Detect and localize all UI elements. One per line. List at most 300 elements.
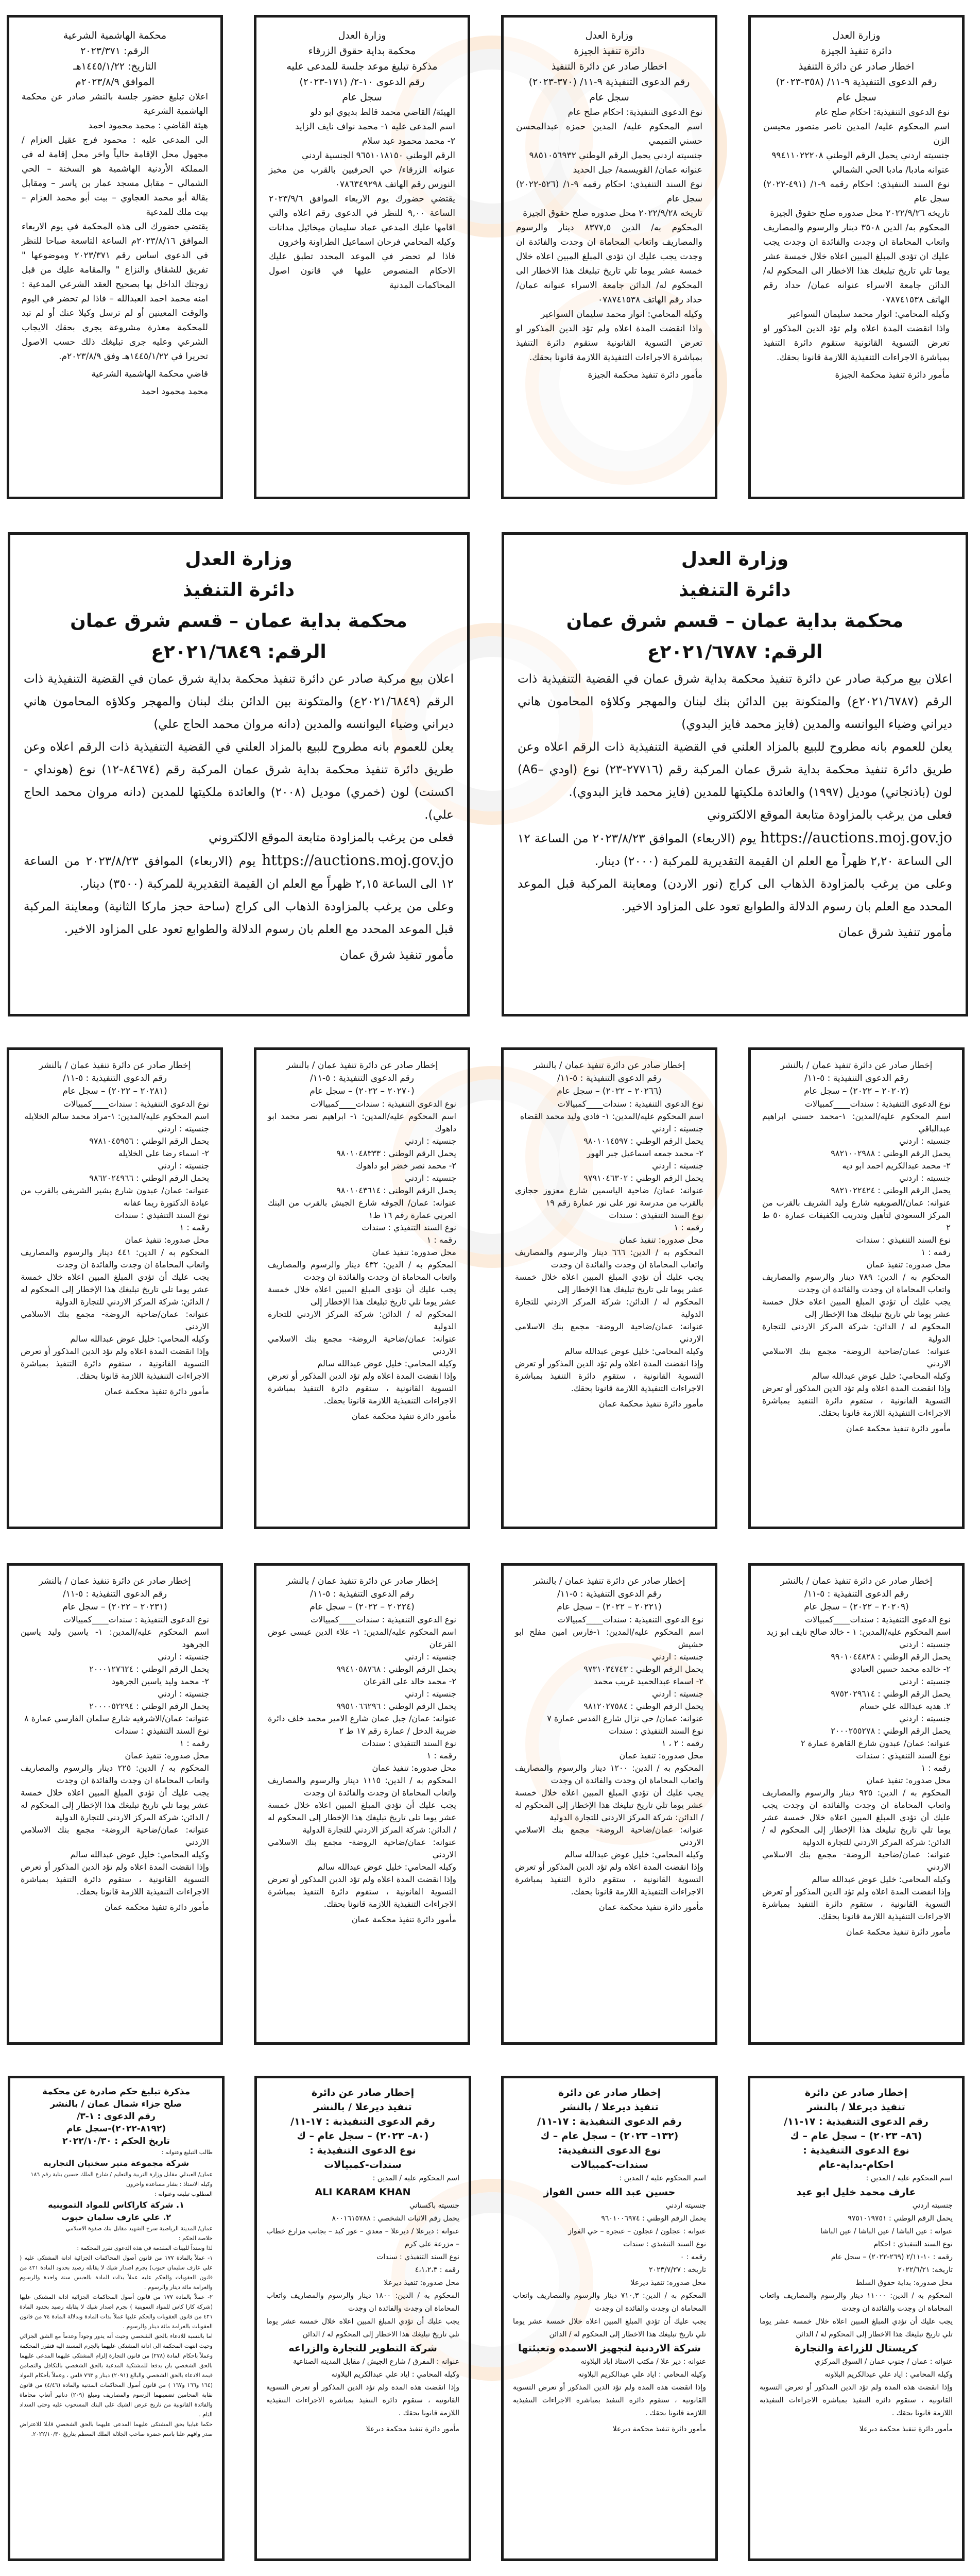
notice-line-text: يجب عليك أن تؤدي المبلغ المبين اعلاه خلال خمسة عشر يوما تلي تاريخ تبليغك هذا الاخطار إلى المحكوم له / الدائن — [513, 2317, 706, 2338]
notice-line-text: عنوانه: عمان/ضاحية الروضة- مجمع بنك الاسلامي الاردني — [515, 1825, 703, 1847]
notice-line-text: رقمه : ٢ ، ١ — [661, 1738, 703, 1748]
notice-line-text: رقمه : ١ — [426, 1235, 456, 1245]
auction-website-url[interactable]: https://auctions.moj.gov.jo — [760, 829, 952, 846]
notice-line-text: نوع السند التنفيذي : سندات — [609, 1210, 703, 1220]
notice-line — [762, 1197, 951, 1234]
notice-heading: تنفيذ ديرعلا / بالنشر — [807, 2102, 905, 2113]
notice-line-text: جنسيته : اردني — [158, 1161, 209, 1171]
notice-line-text: عمان/ العبدلي مقابل وزارة التربية والتعليم / شارع الملك حسين بناية رقم ١٨٦ — [30, 2171, 213, 2178]
notice-line — [20, 2170, 213, 2179]
notice-line-text: يحمل الرقم الوطني : ٢٠٠٠٠٥٢٢٩٤ — [89, 1701, 209, 1711]
notice-line — [21, 1861, 209, 1898]
notice-line — [266, 2290, 459, 2315]
notice-line-text: يحمل الرقم الوطني : ٩٧٥٢٠٢٩٦١٤ — [831, 1689, 951, 1699]
notice-line — [21, 1160, 209, 1172]
notice-line — [515, 1296, 703, 1320]
notice-line-text: وكيله المحامي: خليل عوض عبدالله سالم — [317, 1359, 456, 1368]
legal-notice — [254, 1563, 470, 2045]
notice-line-text: محل صدوره: تنفيذ عمان — [866, 1775, 951, 1785]
notice-line-text: تاريخه ٢٠٢٢/٩/٢٦ محل صدوره صلح حقوق الجيزة — [770, 208, 950, 218]
notice-line — [515, 1750, 703, 1762]
notice-line — [513, 2381, 706, 2420]
notice-line — [20, 2157, 213, 2170]
notice-line — [21, 1110, 209, 1123]
notice-line — [266, 2315, 459, 2341]
notice-line — [762, 1271, 951, 1296]
notice-line — [21, 1762, 209, 1787]
notice-signature: مأمور دائرة تنفيذ محكمة ديرعلا — [612, 2425, 706, 2433]
notice-line — [21, 1651, 209, 1663]
notice-heading: رقم الدعوى التنفيذية : ١٧-١١/ — [784, 2116, 929, 2127]
notice-line — [268, 1663, 456, 1675]
notice-heading: تنفيذ ديرعلا / بالنشر — [314, 2102, 412, 2113]
notice-heading: (١٣٢– ٢٠٢٣) – سجل عام – ك — [540, 2130, 679, 2142]
notice-line-text: وكيله المحامي : اياد علي عبدالكريم البلاونه — [824, 2370, 953, 2379]
notice-line — [513, 2212, 706, 2225]
notice-line-text: عنوانه: عمان/ضاحية الروضة- مجمع بنك الاسلامي الاردني — [268, 1837, 456, 1859]
notice-line — [269, 163, 455, 192]
notice-line — [513, 2368, 706, 2381]
notice-line — [515, 1246, 703, 1271]
notice-line-text: جنسيته : اردني — [158, 1689, 209, 1699]
notice-line-text: يحمل الرقم الوطني : ٩٨١٢٠٢٧٥٨٤ — [583, 1701, 703, 1711]
notice-line-text: عنوانه: عمان/ حي نزال شارع القدس عمارة ٧ — [547, 1714, 703, 1723]
notice-line — [513, 2277, 706, 2290]
notice-line — [515, 1688, 703, 1700]
notice-line — [515, 1861, 703, 1898]
notices-row — [0, 1563, 980, 2045]
notice-line — [268, 1799, 456, 1836]
notice-line-text: عنوانه: عمان/ الجوفه شارع الجيش بالقرب من البنك العربي عمارة رقم ١٦ ط١ — [268, 1198, 456, 1220]
notice-signature: مأمور دائرة تنفيذ محكمة عمان — [104, 1902, 209, 1912]
notice-line — [760, 2277, 953, 2290]
notice-line-text: رقمه : ١ — [921, 1763, 951, 1773]
notice-line — [516, 163, 702, 177]
notice-line-text: عنوانه : المفرق / شارع الجيش / مقابل المدينه الصناعية — [293, 2358, 459, 2366]
notice-line — [21, 1345, 209, 1382]
notice-heading: مذكرة تبليغ موعد جلسة للمدعى عليه — [286, 61, 438, 72]
notice-line — [516, 206, 702, 221]
notice-line — [763, 221, 950, 307]
notices-row — [0, 2076, 980, 2561]
notice-heading: سجل عام — [342, 92, 382, 103]
notice-heading: رقم الدعوى التنفيذية ٩-١١/ (٣٧٠-٢٠٢٣) — [528, 76, 690, 88]
notice-line — [518, 826, 952, 873]
notice-line — [516, 221, 702, 307]
notice-line-text: وإذا انقضت المدة اعلاه ولم تؤد الدين المذكور أو تعرض التسوية القانونية ، ستقوم دائرة التنفيذ بمباشرة الاجراءات التنفيذية اللازمة قانونا بحقك. — [268, 1371, 456, 1405]
notice-line-text: شركة الاردنية لتجهيز الاسمده وتعبئتها — [518, 2343, 701, 2354]
notice-heading: (٢٠٢٠٢ – ٢٠٢٢) – سجل عام — [804, 1086, 909, 1096]
notice-line-text: شركة التطوير للتجارة والزراعه — [288, 2343, 437, 2354]
notice-line — [269, 192, 455, 249]
notice-line — [762, 1370, 951, 1382]
legal-notice — [502, 532, 968, 1016]
notice-line-text: يحمل الرقم الوطني : ٩٩٥١٠٦٦٢٩٦ — [336, 1701, 456, 1711]
notice-heading: وزارة العدل — [585, 30, 633, 41]
notice-line-text: المحكوم به / الدين: ١١٠٠٠ دينار والرسوم والمصاريف واتعاب المحاماة ان وجدت والفائدة ان وجدت — [760, 2292, 953, 2313]
notice-line — [763, 321, 950, 365]
notice-line — [762, 1259, 951, 1271]
notice-line — [518, 804, 952, 826]
notice-line-text: جنسيته : اردني — [158, 1652, 209, 1662]
notice-heading: رقم الدعوى التنفيذية : ٥-١١/ — [63, 1589, 167, 1599]
notice-line-text: جنسيته : اردني — [652, 1689, 703, 1699]
notice-line-text: عنوانه عمان/ القويسمة/ جبل الحديد — [573, 165, 702, 175]
notice-line — [20, 2243, 213, 2253]
notice-heading: (٢٠٢٠٩ – ٢٠٢٢) – سجل عام — [804, 1602, 909, 1612]
notice-line — [760, 2251, 953, 2264]
legal-notice — [501, 1563, 717, 2045]
notice-heading: رقم الدعوى التنفيذية : ٥-١١/ — [557, 1589, 661, 1599]
notice-line-text: محل صدوره: تنفيذ ديرعلا — [630, 2279, 706, 2287]
notice-line-text: وكيله المحامي: خليل عوض عبدالله سالم — [812, 1874, 951, 1884]
notice-line — [266, 2199, 459, 2212]
notice-heading: وزارة العدل — [681, 549, 789, 570]
notice-line-text: يقتضي حضورك يوم الاربعاء الموافق ٢٠٢٣/٩/٦ الساعة ٩,٠٠ للنظر في الدعوى رقم اعلاه والتي اقامها عليك المدعي عماد سليمان ميخائيل مدانات وكيله المحامي فرحان اسماعيل الطراونة واخرون — [269, 194, 455, 247]
notice-line — [266, 2251, 459, 2264]
notice-line — [762, 1098, 951, 1110]
notice-line-text: عنوانه : عين الباشا / عين الباشا / عين الباشا — [820, 2227, 953, 2235]
notice-line-text: محل صدوره: بداية حقوق السلط — [855, 2279, 953, 2287]
notice-line-text: وإذا انقضت هذه المدة ولم تؤد الدين المذكور أو تعرض التسوية القانونية ، ستقوم دائرة التنفيذ بمباشرة الاجراءات التنفيذية اللازمة قانونا بحقك . — [266, 2383, 459, 2417]
notice-line-text: يوم (الاربعاء) الموافق ٢٠٢٣/٨/٢٣ من الساعة ١٢ الى الساعة ٢,١٥ ظهراً مع العلم ان القيمة التقديرية للمركبة (٣٥٠٠) دينار. — [24, 855, 454, 891]
notice-line-text: وكيله المحامي: انوار محمد سليمان السواعير — [788, 309, 950, 319]
legal-notice — [748, 2076, 965, 2561]
notice-line — [518, 873, 952, 918]
notice-line-text: اسم المحكوم عليه/المدين: ١- علاء الدين عيسى عوض القرعان — [268, 1627, 457, 1649]
notice-line-text: يحمل الرقم الوطني : ٩٩٠١٠٤٤٨٢٨ — [831, 1652, 951, 1662]
notice-line-text: يحمل الرقم الوطني : ٩٩٤١٠٥٨٧٦٨ — [336, 1664, 456, 1674]
notice-line-text: المحكوم به / الدين: ١٢٠٠ دينار والرسوم والمصاريف واتعاب المحاماة ان وجدت والفائدة ان وجدت — [515, 1763, 703, 1785]
notice-line — [20, 2189, 213, 2199]
notice-line-text: يحمل الرقم الوطني : ٩٧٩١٠٤٦٣٠٢ — [583, 1173, 703, 1183]
notice-line — [762, 1849, 951, 1873]
notice-line — [21, 1626, 209, 1651]
notice-line — [269, 148, 455, 163]
notice-line-text: ٢- محمد جمعه اسماعيل جبر الهور — [587, 1148, 703, 1158]
notice-line — [762, 1762, 951, 1774]
notice-line-text: نوع الدعوى التنفيذية: احكام صلح عام — [568, 107, 702, 117]
notice-heading: إخطار صادر عن دائرة — [804, 2087, 908, 2098]
notice-line — [762, 1787, 951, 1849]
notice-line — [515, 1345, 703, 1358]
notice-line — [268, 1713, 456, 1737]
notice-line-text: ٢- اسماء عبدالحميد غريب محمد — [593, 1676, 703, 1686]
notice-line-text: جنسيته : اردني — [899, 1676, 951, 1686]
notice-line-text: وإذا انقضت هذه المدة ولم تؤد الدين المذكور أو تعرض التسوية القانونية ، ستقوم دائرة التنفيذ بمباشرة الاجراءات التنفيذية اللازمة قانونا بحقك . — [513, 2383, 706, 2417]
notice-line — [763, 307, 950, 321]
notice-line-text: جنسيته اردني يحمل الرقم الوطني ٩٩٤١١٠٢٢٢٠٨ — [771, 150, 950, 161]
notice-heading: إخطار صادر عن دائرة تنفيذ عمان / بالنشر — [286, 1576, 438, 1586]
notice-line-text: نوع الدعوى التنفيذية : سندات____كمبيالات — [63, 1615, 209, 1624]
notice-line-text: يحمل الرقم الوطني : ٩٦٠١٠٠٦٩٧٤ — [601, 2214, 706, 2223]
notice-line — [20, 2253, 213, 2292]
legal-notice — [7, 1563, 223, 2045]
notice-line — [762, 1614, 951, 1626]
notice-line — [268, 1370, 456, 1407]
notice-line-text: واذا انقضت المدة اعلاه ولم تؤد الدين المذكور او تعرض التسوية القانونية ستقوم دائرة التنفيذ بمباشرة الاجراءات التنفيذية اللازمة قانونا بحقك. — [763, 324, 950, 363]
notice-line — [515, 1271, 703, 1296]
notice-line-text: اسم المحكوم عليه/المدين: ١-محمد حسني ابراهيم عبدالباقي — [762, 1111, 951, 1133]
notice-heading: اخطار صادر عن دائرة التنفيذ — [551, 61, 667, 72]
notice-line — [24, 736, 454, 826]
notice-line — [515, 1184, 703, 1209]
notice-line — [21, 1849, 209, 1861]
notice-line — [515, 1123, 703, 1135]
notice-line — [268, 1147, 456, 1160]
notice-line — [515, 1700, 703, 1713]
notice-line — [762, 1688, 951, 1700]
notice-line-text: وإذا انقضت المدة اعلاه ولم تؤد الدين المذكور أو تعرض التسوية القانونية ، ستقوم دائرة التنفيذ بمباشرة الاجراءات التنفيذية اللازمة قانونا بحقك. — [762, 1383, 951, 1418]
notice-line — [266, 2185, 459, 2199]
notice-line — [516, 177, 702, 206]
notice-line-text: جنسيته : اردني — [652, 1161, 703, 1171]
notice-line — [21, 1123, 209, 1135]
notice-line — [762, 1160, 951, 1172]
notice-line-text: ٢- محمد محمود عبد سلام — [362, 136, 455, 146]
notice-line — [22, 118, 208, 133]
notice-line — [268, 1675, 456, 1688]
notice-line-text: يحمل الرقم الوطني : ٩٧٣١٠٣٤٧٤٣ — [583, 1664, 703, 1674]
notice-line — [268, 1762, 456, 1774]
notice-line-text: يجب عليك أن تؤدي المبلغ المبين اعلاه خلال خمسة عشر يوما تلي تاريخ تبليغك هذا الإخطار إلى المحكوم له / الدائن: شركة المركز الاردني للتجارة الدولية — [21, 1272, 209, 1307]
notice-line — [513, 2355, 706, 2368]
notice-line-text: جنسيته : اردني — [899, 1173, 951, 1183]
notice-line — [268, 1172, 456, 1184]
notice-line-text: اسم المحكوم عليه/ المدين ناصر منصور محيسن الزن — [763, 122, 950, 146]
notice-line — [21, 1700, 209, 1713]
notice-line — [21, 1725, 209, 1737]
notice-line — [22, 219, 208, 364]
notice-line — [268, 1861, 456, 1873]
notice-line — [762, 1700, 951, 1713]
notice-line-text: عنوانه الزرقاء/ حي الحرفيين بالقرب من مخبز النورس رقم الهاتف ٠٧٨٦٣٤٩٢٩٨ — [269, 165, 455, 190]
notice-line — [268, 1098, 456, 1110]
legal-notice — [8, 532, 470, 1016]
notice-line-text: عنوانه : ديرعلا / ديرعلا – معدي – غور كبد – بجانب مزارع خطاب – مزرعة علي كرم — [266, 2227, 459, 2248]
notice-line-text: عنوانه: عمان/ عبدون شارع بشير الشريفي بالقرب من عيادة الدكتورة ريما عفانه — [21, 1185, 209, 1208]
notice-line-text: وإذا انقضت المدة اعلاه ولم تؤد الدين المذكور أو تعرض التسوية القانونية ، ستقوم دائرة التنفيذ بمباشرة الاجراءات التنفيذية اللازمة قانونا بحقك. — [268, 1874, 456, 1909]
notice-line — [763, 148, 950, 163]
notice-line-text: هيئة القاضي : محمد محمود احمد — [88, 121, 208, 131]
notice-signature: مأمور دائرة تنفيذ محكمة عمان — [351, 1914, 456, 1924]
notice-line-text: عنوانه: عمان/ ضاحية الياسمين شارع معزوز حجازي بالقرب من مدرسة نور على نور عمارة رقم ١٩ — [515, 1185, 703, 1208]
notice-heading: الرقم: ٢٠٢٣/٣٧١ — [80, 45, 149, 57]
notice-line-text: محل صدوره: تنفيذ عمان — [125, 1751, 209, 1760]
notice-line — [21, 1688, 209, 1700]
notice-heading: رقم الدعوى التنفيذية : ٥-١١/ — [557, 1073, 661, 1083]
notices-row — [0, 1047, 980, 1529]
notice-line — [760, 2381, 953, 2420]
notice-line — [24, 895, 454, 941]
notice-line — [268, 1614, 456, 1626]
notice-line-text: خلاصة الحكم : — [178, 2235, 213, 2242]
notice-line — [269, 134, 455, 148]
notice-line-text: يجب عليك أن تؤدي المبلغ المبين اعلاه خلال خمسة عشر يوما تلي تاريخ تبليغك هذا الإخطار إلى المحكوم له / الدائن: شركة المركز الاردني للتجارة الدولية — [21, 1788, 209, 1822]
notice-line-text: نوع السند التنفيذي : سندات — [114, 1726, 209, 1736]
notice-line-text: يوم (الاربعاء) الموافق ٢٠٢٣/٨/٢٣ من الساعة ١٢ الى الساعة ٢,٢٠ ظهراً مع العلم ان القيمة التقديرية للمركبة (٢٠٠٠) دينار. — [518, 832, 952, 868]
notice-heading: رقم الدعوى التنفيذية : ٥-١١/ — [804, 1589, 908, 1599]
notice-heading: رقم الدعوى التنفيذية : ٥-١١/ — [310, 1073, 414, 1083]
notice-line-text: اسم المحكوم عليه/المدين: ١-مراد محمد سالم الخلايله — [24, 1111, 209, 1121]
notice-heading: إخطار صادر عن دائرة تنفيذ عمان / بالنشر — [533, 1576, 685, 1586]
notice-line-text: فعلى من يرغب بالمزاودة متابعة الموقع الالكتروني — [707, 808, 952, 822]
notice-signature: مأمور دائرة تنفيذ محكمة عمان — [846, 1423, 951, 1433]
notice-line-text: يحمل الرقم الوطني : ٩٧٥١٠١٩٧٥١ — [848, 2214, 953, 2223]
notice-line — [22, 90, 208, 118]
notice-line — [762, 1184, 951, 1197]
notice-heading: الرقم: ٢٠٢١/٦٧٨٧ع — [647, 641, 823, 663]
notice-line-text: وكيله المحامي : اياد علي عبدالكريم البلاونه — [578, 2370, 706, 2379]
notice-line-text: حكما غيابيا بحق المشتكى عليهما المدعى عليهما بالحق الشخصي قابلا للاعتراض صدر وافهم علنا باسم حضرة صاحب الجلالة الملك المعظم بتاريخ ٢٠٢٢/١٠/٣٠. — [20, 2421, 213, 2437]
notice-line-text: وعلى من يرغب بالمزاودة الذهاب الى كراج (نور الاردن) ومعاينة المركبة قبل الموعد المحدد مع العلم بان رسوم الدلالة والطوابع تعود على المزاود الاخير. — [518, 877, 952, 913]
notice-line — [21, 1222, 209, 1234]
notice-line-text: وكيله المحامي : اياد علي عبدالكريم البلاونه — [331, 2370, 459, 2379]
legal-notice — [8, 2076, 225, 2561]
notice-line — [515, 1849, 703, 1861]
notice-line — [760, 2172, 953, 2185]
notice-line-text: اعلان بيع مركبة صادر عن دائرة تنفيذ محكمة بداية شرق عمان في القضية التنفيذية ذات الرقم (٢٠٢١/٦٧٨٧ع) والمتكونة بين الدائن بنك لبنان والمهجر وكلاؤه المحامون هاني ديراني وضياء اليوانسه والمدين (فايز محمد فايز البدوي) — [518, 672, 952, 731]
notice-line — [762, 1750, 951, 1762]
notice-line — [268, 1688, 456, 1700]
notice-line-text: وكيله المحامي: انوار محمد سليمان السواعير — [541, 309, 702, 319]
notice-line-text: اسم المحكوم عليه/المدين: ١ - خالد صالح نايف ابو زيد — [767, 1627, 951, 1637]
notice-line-text: عنوانه: عمان/ عبدون شارع القاهرة عمارة ٢ — [801, 1738, 951, 1748]
notice-line-text: يجب عليك أن تؤدي المبلغ المبين اعلاه خلال خمسة عشر يوما تلي تاريخ تبليغك هذا الإخطار إلى المحكوم له / الدائن: شركة المركز الاردني للتجارة الدولية — [268, 1800, 456, 1835]
notice-line — [21, 1750, 209, 1762]
notice-signature: مأمور دائرة تنفيذ محكمة الجيزة — [835, 370, 950, 380]
notice-line — [268, 1259, 456, 1283]
notice-heading: (٨٠– ٢٠٢٣) – سجل عام – ك — [297, 2130, 429, 2142]
notice-line-text: جنسيته : اردني — [158, 1124, 209, 1133]
notice-line — [268, 1836, 456, 1861]
notice-line — [266, 2212, 459, 2225]
notice-line — [515, 1160, 703, 1172]
notice-heading: دائرة التنفيذ — [679, 580, 791, 601]
notice-heading: دائرة تنفيذ الجيزة — [821, 45, 892, 57]
notice-line-text: عارف محمد خليل ابو عيد — [796, 2187, 916, 2198]
notice-line-text: وإذا انقضت المدة اعلاه ولم تؤد الدين المذكور أو تعرض التسوية القانونية ، ستقوم دائرة التنفيذ بمباشرة الاجراءات التنفيذية اللازمة قانونا بحقك. — [21, 1346, 209, 1381]
notice-line — [763, 163, 950, 177]
legal-notice — [501, 15, 717, 499]
notice-line — [762, 1172, 951, 1184]
notice-line-text: ٢- محمد خالد علي القرعان — [364, 1676, 456, 1686]
notice-line — [21, 1713, 209, 1725]
notice-line — [760, 2225, 953, 2238]
notice-line — [266, 2341, 459, 2355]
notice-line — [515, 1135, 703, 1147]
notice-line-text: يجب عليك أن تؤدي المبلغ المبين اعلاه خلال خمسة عشر يوما تلي تاريخ تبليغك هذا الإخطار إلى — [268, 1284, 456, 1307]
notice-line-text: ٢- محمد نصر خضر ابو داهوك — [356, 1161, 456, 1171]
notice-line — [513, 2290, 706, 2315]
notice-signature: مأمور دائرة تنفيذ محكمة عمان — [598, 1399, 703, 1409]
notice-line-text: جنسيته : اردني — [405, 1136, 456, 1146]
notice-line-text: شركة مجموعة منير سختيان التجارية — [43, 2158, 190, 2168]
notice-line — [515, 1713, 703, 1725]
notice-line — [266, 2172, 459, 2185]
auction-website-url[interactable]: https://auctions.moj.gov.jo — [262, 852, 454, 869]
notice-line — [763, 105, 950, 120]
notice-heading: رقم الدعوى التنفيذية : ٥-١١/ — [310, 1589, 414, 1599]
notice-line — [20, 2147, 213, 2157]
notice-line — [268, 1737, 456, 1750]
notice-line — [762, 1296, 951, 1320]
notice-line — [760, 2212, 953, 2225]
notice-line — [22, 133, 208, 219]
notice-line-text: وإذا انقضت هذه المدة ولم تؤد الدين المذكور أو تعرض التسوية القانونية ، ستقوم دائرة التنفيذ بمباشرة الاجراءات التنفيذية اللازمة قانونا بحقك . — [760, 2383, 953, 2417]
notice-line-text: وكيله المحامي: خليل عوض عبدالله سالم — [317, 1862, 456, 1872]
notice-line — [760, 2199, 953, 2212]
notice-line — [760, 2355, 953, 2368]
notice-signature: قاضي محكمة الهاشمية الشرعية — [91, 369, 208, 379]
notice-line-text: ١. شركة كاراكاس للمواد التموينيه — [48, 2200, 184, 2210]
notice-line-text: تاريخه: ٢٠٢٢/٦/٢١ — [898, 2266, 953, 2274]
notice-heading: رقم الدعوى التنفيذية ٩-١١/ (٣٥٨-٢٠٢٣) — [776, 76, 937, 88]
notice-line-text: فعلى من يرغب بالمزاودة متابعة الموقع الالكتروني — [209, 831, 454, 844]
notice-line-text: ٢. هديه عبدالله علي حسام — [859, 1701, 951, 1711]
notice-line-text: اسم المحكوم عليه / المدين : — [619, 2174, 706, 2182]
notice-line-text: عنوانه مادبا/ مادبا الحي الشمالي — [832, 165, 950, 175]
notice-line-text: جنسيته : اردني — [405, 1689, 456, 1699]
notice-line-text: فاذا لم تحضر في الموعد المحدد تطبق عليك الاحكام المنصوص عليها في قانون اصول المحاكمات المدنية — [269, 251, 455, 291]
notice-line — [760, 2341, 953, 2355]
notice-line-text: وكيله الاستاذ : بشار مساعده واخرون — [126, 2181, 213, 2188]
notice-line-text: عنوانه: عمان/الاشرفيه شارع سلمان الفارسي عمارة ٨ — [24, 1714, 209, 1723]
notice-line-text: وإذا انقضت المدة اعلاه ولم تؤد الدين المذكور أو تعرض التسوية القانونية ، ستقوم دائرة التنفيذ بمباشرة الاجراءات التنفيذية اللازمة قانونا بحقك. — [515, 1862, 703, 1896]
notice-line — [268, 1222, 456, 1234]
notice-line-text: محل صدوره: تنفيذ عمان — [866, 1260, 951, 1269]
notice-line — [268, 1626, 456, 1651]
notice-line-text: عنوانه: عمان/ضاحية الروضة- مجمع بنك الاسلامي الاردني — [515, 1321, 703, 1344]
notice-line — [762, 1675, 951, 1688]
notice-line-text: وإذا انقضت المدة اعلاه ولم تؤد الدين المذكور أو تعرض التسوية القانونية ، ستقوم دائرة التنفيذ بمباشرة الاجراءات التنفيذية اللازمة قانونا بحقك. — [21, 1862, 209, 1896]
notice-line — [515, 1824, 703, 1849]
notice-heading: وزارة العدل — [338, 30, 386, 41]
notice-line-text: يحمل الرقم الوطني : ٩٨٢١٠٢٢٤٢٤ — [831, 1185, 951, 1195]
notice-line-text: رقمه : ١٠-٢/١١ (٢٦٩-٢٠٢٢) – سجل عام — [831, 2253, 953, 2261]
notice-line-text: وعلى من يرغب بالمزاودة الذهاب الى كراج (ساحة حجز ماركا الثانية) ومعاينة المركبة قبل الموعد المحدد مع العلم بان رسوم الدلالة والطوابع تعود على المزاود الاخير. — [24, 900, 454, 936]
notice-line-text: نوع السند التنفيذي : سندات — [856, 1235, 951, 1245]
notice-line-text: المحكوم به / الدين: ١١١٥ دينار والرسوم والمصاريف واتعاب المحاماة ان وجدت والفائدة ان وجدت — [268, 1775, 456, 1798]
notice-line — [24, 849, 454, 895]
notice-line — [21, 1209, 209, 1222]
notice-line-text: يجب عليك أن تؤدي المبلغ المبين اعلاه خلال خمسة عشر يوما تلي تاريخ تبليغك هذا الإخطار إلى — [515, 1272, 703, 1294]
notice-line-text: رقمه : ١ — [179, 1738, 209, 1748]
notice-line — [268, 1197, 456, 1222]
notice-line-text: وكيله المحامي: خليل عوض عبدالله سالم — [564, 1850, 703, 1859]
notice-line-text: نوع الدعوى التنفيذية : سندات____كمبيالات — [310, 1099, 456, 1109]
notice-line — [266, 2225, 459, 2251]
notice-heading: نوع الدعوى التنفيذية: — [558, 2145, 661, 2156]
notice-line-text: عنوانه : عجلون / عجلون – عنجرة – حي الفواز — [568, 2227, 706, 2235]
notice-line — [762, 1246, 951, 1259]
notice-line-text: تاريخه : ٢٠٢٣/٧/٢٧ — [648, 2266, 706, 2274]
notice-line-text: جنسيته : اردني — [899, 1639, 951, 1649]
notice-line-text: اسم المحكوم عليه / المدين : — [866, 2174, 953, 2182]
notice-heading: (٢٠٢٣١ – ٢٠٢٢) – سجل عام — [62, 1602, 167, 1612]
notice-line — [515, 1626, 703, 1651]
notice-heading: احكام-بداية-عام — [818, 2159, 894, 2171]
legal-notice — [501, 2076, 718, 2561]
notice-line-text: نوع الدعوى التنفيذية : سندات____كمبيالات — [557, 1099, 703, 1109]
legal-notice — [254, 15, 470, 499]
notice-signature: مأمور دائرة تنفيذ محكمة الجيزة — [588, 370, 702, 380]
notice-line — [760, 2368, 953, 2381]
notice-line — [760, 2238, 953, 2251]
notice-line — [20, 2419, 213, 2439]
notice-line-text: جنسيته : اردني — [405, 1652, 456, 1662]
notice-line-text: الرقم الوطني ٩٦٥١٠١٨١٥٠ الجنسية اردني — [302, 150, 455, 161]
